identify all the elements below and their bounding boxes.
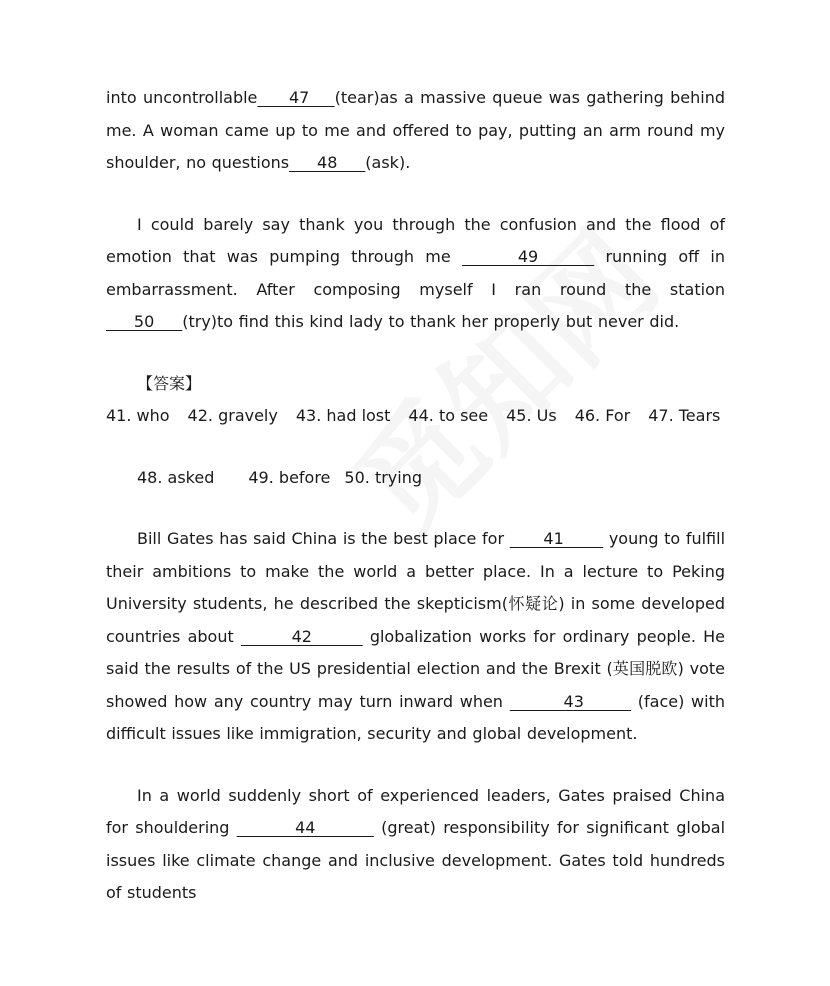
answer-item: 47. Tears xyxy=(648,406,721,425)
text: globalization works for ordinary people. He said the results of the US presidential election and the Brexit (英国脱欧) vote showed how any country may turn inward when xyxy=(106,626,726,711)
answer-key-line-2 xyxy=(106,462,725,495)
text: into uncontrollable xyxy=(106,88,258,107)
answer-item: 42. gravely xyxy=(187,406,278,425)
text: In a world suddenly short of experienced leaders, Gates praised China for shouldering xyxy=(106,785,725,837)
text: Bill Gates has said China is the best place for xyxy=(137,529,510,548)
text: running off in embarrassment. After composing myself I ran round the station xyxy=(106,247,725,299)
paragraph-4 xyxy=(106,780,725,910)
paragraph-1 xyxy=(106,82,725,180)
blank-50: 50 xyxy=(106,312,183,331)
document-page xyxy=(106,82,725,939)
text: (great) responsibility for significant global issues like climate change and inclusive development. Gates told hundreds of students xyxy=(106,818,726,902)
answer-label: 【答案】 xyxy=(137,373,202,393)
answer-item: 48. asked xyxy=(137,467,215,487)
answer-item: 46. For xyxy=(574,406,631,425)
blank-49: 49 xyxy=(461,247,595,266)
text: (face) with difficult issues like immigration, security and global development. xyxy=(106,691,726,743)
answer-key-line-1 xyxy=(106,368,725,433)
text: (ask). xyxy=(365,153,411,172)
text: young to fulfill their ambitions to make the world a better place. In a lecture to Peking University students, he described the skepticism(怀疑论) in some developed countries about xyxy=(106,529,726,646)
blank-47: 47 xyxy=(257,88,335,107)
blank-43: 43 xyxy=(509,691,632,711)
paragraph-2 xyxy=(106,209,725,339)
blank-41: 41 xyxy=(509,529,604,548)
blank-48: 48 xyxy=(289,153,366,172)
answer-item: 41. who xyxy=(106,406,170,425)
answer-item: 50. trying xyxy=(344,467,422,487)
answer-item: 45. Us xyxy=(506,406,557,425)
blank-44: 44 xyxy=(236,818,374,837)
answer-item: 49. before xyxy=(248,467,331,487)
text: I could barely say thank you through the confusion and the flood of emotion that was pumping through me xyxy=(106,214,725,266)
text: (tear)as a massive queue was gathering behind me. A woman came up to me and offered to pay, putting an arm round my shoulder, no questions xyxy=(106,88,725,172)
answer-item: 44. to see xyxy=(408,406,489,425)
blank-42: 42 xyxy=(240,626,363,646)
answer-item: 43. had lost xyxy=(295,406,391,425)
text: (try)to find this kind lady to thank her properly but never did. xyxy=(182,312,680,331)
paragraph-3 xyxy=(106,523,725,751)
